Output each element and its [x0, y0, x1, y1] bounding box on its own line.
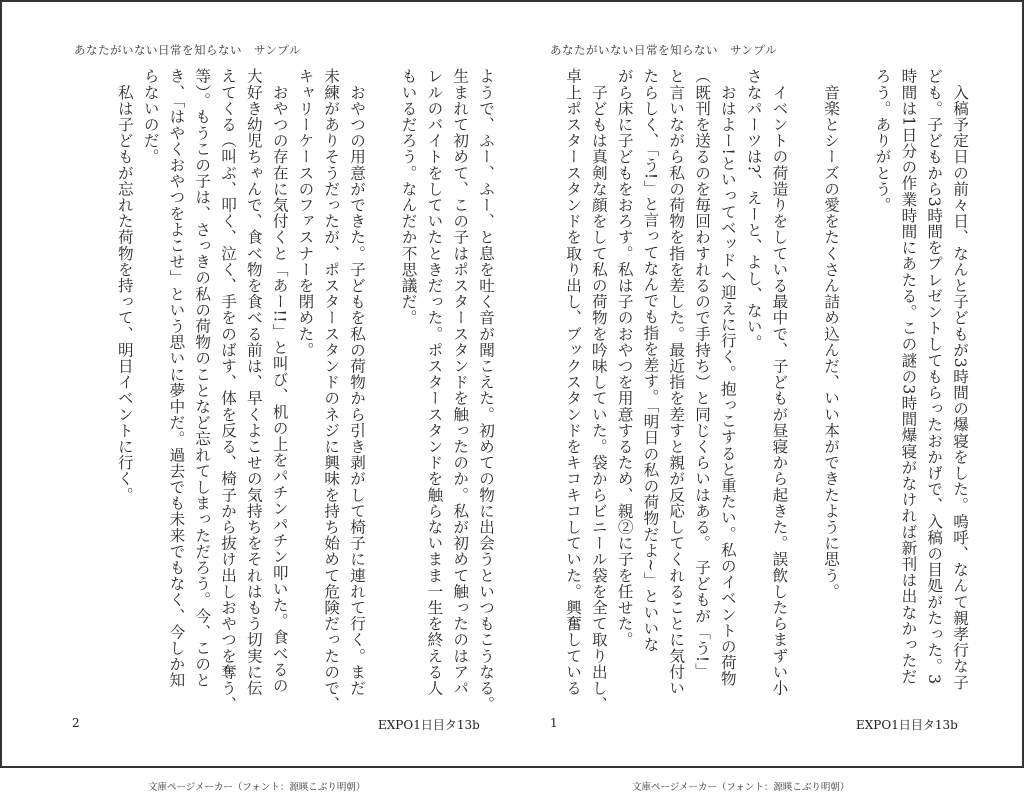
text-column: がら床に子どもをおろす。私は子のおやつを用意するため、親②に子を任せた。 [615, 68, 634, 648]
font-credit: 文庫ページメーカー（フォント：源暎こぶり明朝） [632, 782, 850, 793]
text-column: 入稿予定日の前々日、なんと子どもが3時間の爆寝をした。嗚呼、なんて親孝行な子 [951, 68, 969, 691]
page-left [2, 2, 512, 766]
text-column: ども。子どもから3時間をプレゼントしてもらったおかげで、入稿の目処がたった。3 [925, 68, 944, 685]
text-column: もいるだろう。なんだか不思議だ。 [399, 68, 418, 326]
page-right [512, 2, 1024, 766]
running-head: あなたがいない日常を知らない サンプル [74, 43, 301, 57]
text-column: と言いながら私の荷物を指を差した。最近指を差すと親が反応してくれることに気付い [667, 68, 686, 696]
text-column: 子どもは真剣な顔をして私の荷物を吟味していた。袋からビニール袋を全て取り出し、 [589, 68, 608, 712]
text-column: 等）。もうこの子は、さっきの私の荷物のことなど忘れてしまっただろう。今、このと [193, 68, 212, 689]
text-column: ろう。ありがとう。 [873, 68, 892, 213]
text-column: おやつの存在に気付くと「あー!!」と叫び、机の上をパチンパチン叩いた。食べるの [270, 68, 289, 694]
text-column: えてくる（叫ぶ、叩く、泣く、手をのばす、体を反る、椅子から抜け出しおやつを奪う、 [219, 68, 238, 712]
text-column: 未練がありそうだったが、ポスタースタンドのネジに興味を持ち始めて危険だったので、 [322, 68, 341, 712]
font-credit: 文庫ページメーカー（フォント：源暎こぶり明朝） [148, 782, 366, 793]
text-column: 私は子どもが忘れた荷物を持って、明日イベントに行く。 [115, 68, 134, 503]
text-column: らないのだ。 [141, 68, 160, 165]
text-column: さなパーツは?、えーと、よし、ない。 [744, 68, 763, 351]
text-column: ようで、ふー、ふー、と息を吐く音が聞こえた。初めての物に出会うといつもこうなる。 [477, 68, 495, 712]
page-number: 2 [72, 716, 80, 730]
text-column: イベントの荷造りをしている最中で、子どもが昼寝から起きた。誤飲したらまずい小 [770, 68, 789, 696]
text-column [843, 68, 869, 708]
text-column: 音楽とシーズの愛をたくさん詰め込んだ、いい本ができたように思う。 [822, 68, 841, 600]
text-column: キャリーケースのファスナーを閉めた。 [296, 68, 315, 358]
text-column: 時間は1日分の作業時間にあたる。この謎の3時間爆寝がなければ新刊は出なかっただ [899, 68, 918, 685]
book-id: EXPO1日目タ13b [378, 718, 480, 732]
book-id: EXPO1日目タ13b [856, 718, 958, 732]
text-column: たらしく、「う!」と言ってなんでも指を差す。「明日の私の荷物だよ~」といいな [641, 68, 660, 653]
text-column [791, 68, 817, 708]
text-column [369, 68, 395, 708]
text-column: （既刊を送るのを毎回わすれるので手持ち）と同じくらいはある。 子どもが「う!」 [693, 68, 712, 679]
running-head: あなたがいない日常を知らない サンプル [550, 43, 777, 57]
text-column: レルのバイトをしていたときだった。ポスタースタンドを触らないまま一生を終える人 [425, 68, 444, 696]
body-text [78, 68, 498, 712]
page-number: 1 [550, 716, 558, 730]
text-column: おやつの用意ができた。子どもを私の荷物から引き剥がして椅子に連れて行く。まだ [348, 68, 367, 696]
text-column: き、「はやくおやつをよこせ」という思いに夢中だ。過去でも未来でもなく、今しか知 [167, 68, 186, 689]
text-column: おはよー!といってベッドへ迎えに行く。抱っこすると重たい。私のイベントの荷物 [718, 68, 737, 687]
text-column: 卓上ポスタースタンドを取り出し、ブックスタンドをキコキコしていた。興奮している [564, 68, 583, 696]
body-text [556, 68, 972, 712]
text-column: 大好き幼児ちゃんで、食べ物を食べる前は、早くよこせの気持ちをそれはもう切実に伝 [244, 68, 263, 696]
text-column: 生まれて初めて、この子はポスタースタンドを触ったのか。私が初めて触ったのはアパ [451, 68, 470, 696]
